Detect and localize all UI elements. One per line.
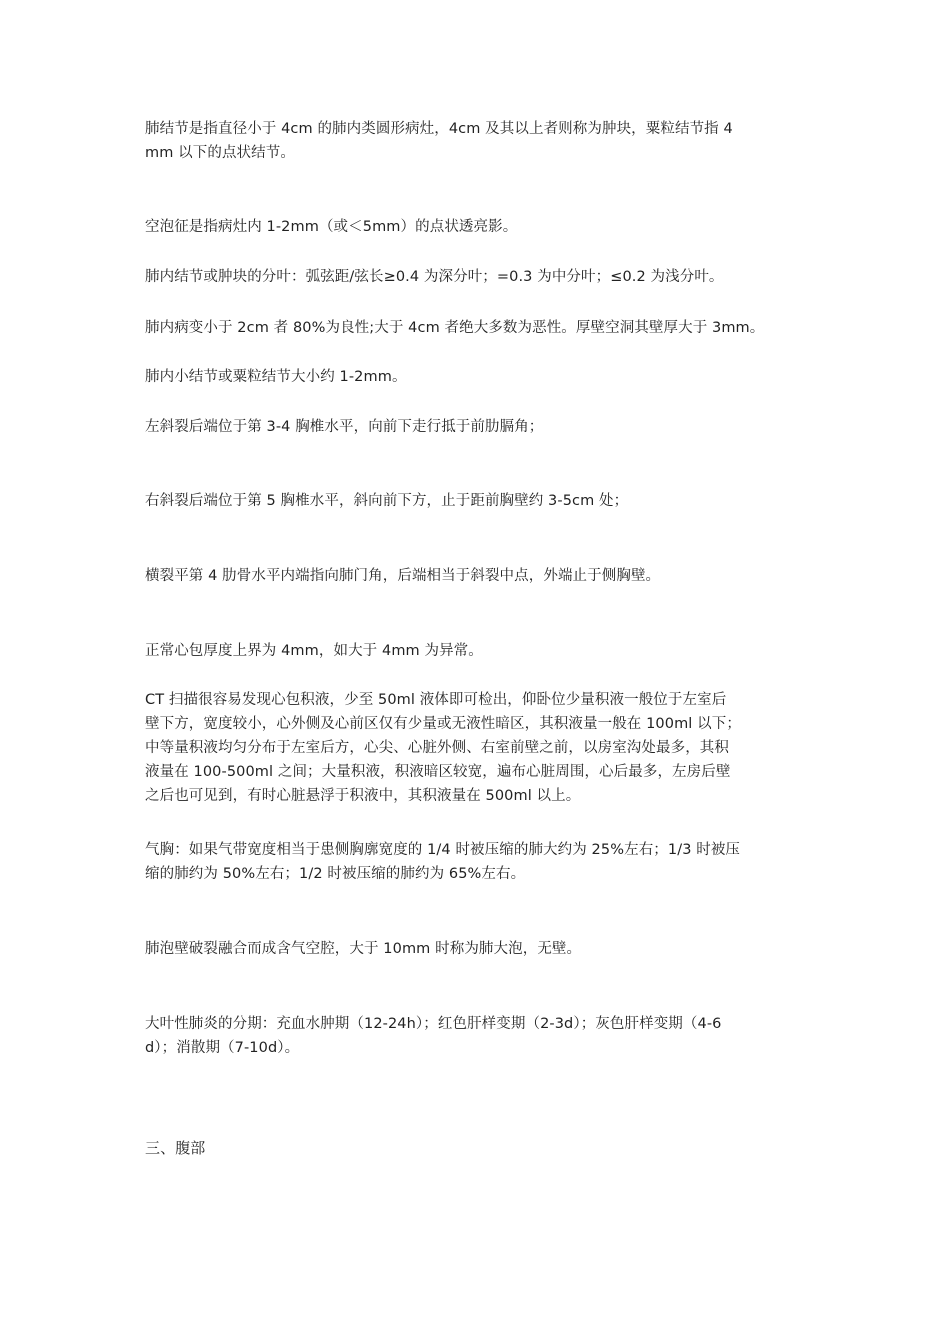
text-line: 中等量积液均匀分布于左室后方，心尖、心脏外侧、右室前壁之前，以房室沟处最多，其积 (145, 740, 729, 756)
text-line: 正常心包厚度上界为 4mm，如大于 4mm 为异常。 (145, 643, 483, 659)
paragraph-lung-nodule-definition (145, 117, 810, 165)
text-line: 液量在 100-500ml 之间；大量积液，积液暗区较宽，遍布心脏周围，心后最多，左房后壁 (145, 764, 731, 780)
text-line: 壁下方，宽度较小，心外侧及心前区仅有少量或无液性暗区，其积液量一般在 100ml 以下； (145, 716, 741, 732)
text-line: 大叶性肺炎的分期：充血水肿期（12-24h）；红色肝样变期（2-3d）；灰色肝样变期（4-6 (145, 1016, 722, 1032)
text-line: CT 扫描很容易发现心包积液，少至 50ml 液体即可检出，仰卧位少量积液一般位于左室后 (145, 692, 727, 708)
text-line: 肺内结节或肿块的分叶：弧弦距/弦长≥0.4 为深分叶；=0.3 为中分叶；≤0.2 为浅分叶。 (145, 269, 724, 285)
paragraph-pneumothorax (145, 838, 810, 886)
text-line: d）；消散期（7-10d）。 (145, 1040, 300, 1056)
paragraph-lobulation (145, 265, 810, 289)
section-heading-abdomen (145, 1136, 810, 1160)
text-line: 横裂平第 4 肋骨水平内端指向肺门角，后端相当于斜裂中点，外端止于侧胸壁。 (145, 568, 661, 584)
paragraph-horizontal-fissure (145, 564, 810, 588)
text-line: 左斜裂后端位于第 3-4 胸椎水平，向前下走行抵于前肋膈角； (145, 419, 544, 435)
paragraph-left-oblique-fissure (145, 415, 810, 439)
text-line: 气胸：如果气带宽度相当于患侧胸廓宽度的 1/4 时被压缩的肺大约为 25%左右；1/3 时被压 (145, 842, 741, 858)
text-line: mm 以下的点状结节。 (145, 145, 295, 161)
text-line: 肺内小结节或粟粒结节大小约 1-2mm。 (145, 369, 407, 385)
text-line: 肺内病变小于 2cm 者 80%为良性;大于 4cm 者绝大多数为恶性。厚壁空洞其壁厚大于 3mm。 (145, 320, 765, 336)
paragraph-vacuole-sign (145, 215, 810, 239)
paragraph-right-oblique-fissure (145, 489, 810, 513)
text-line: 之后也可见到，有时心脏悬浮于积液中，其积液量在 500ml 以上。 (145, 788, 581, 804)
paragraph-lesion-size (145, 316, 810, 340)
paragraph-lobar-pneumonia (145, 1012, 810, 1060)
heading-text: 三、腹部 (145, 1139, 206, 1157)
text-line: 肺结节是指直径小于 4cm 的肺内类圆形病灶，4cm 及其以上者则称为肿块，粟粒结节指 4 (145, 121, 733, 137)
text-line: 肺泡壁破裂融合而成含气空腔，大于 10mm 时称为肺大泡，无壁。 (145, 941, 582, 957)
text-line: 缩的肺约为 50%左右；1/2 时被压缩的肺约为 65%左右。 (145, 866, 526, 882)
text-line: 右斜裂后端位于第 5 胸椎水平，斜向前下方，止于距前胸壁约 3-5cm 处； (145, 493, 629, 509)
paragraph-bulla (145, 937, 810, 961)
paragraph-pericardium-thickness (145, 639, 810, 663)
text-line: 空泡征是指病灶内 1-2mm（或＜5mm）的点状透亮影。 (145, 219, 518, 235)
paragraph-pericardial-effusion (145, 688, 810, 808)
paragraph-small-nodule (145, 365, 810, 389)
